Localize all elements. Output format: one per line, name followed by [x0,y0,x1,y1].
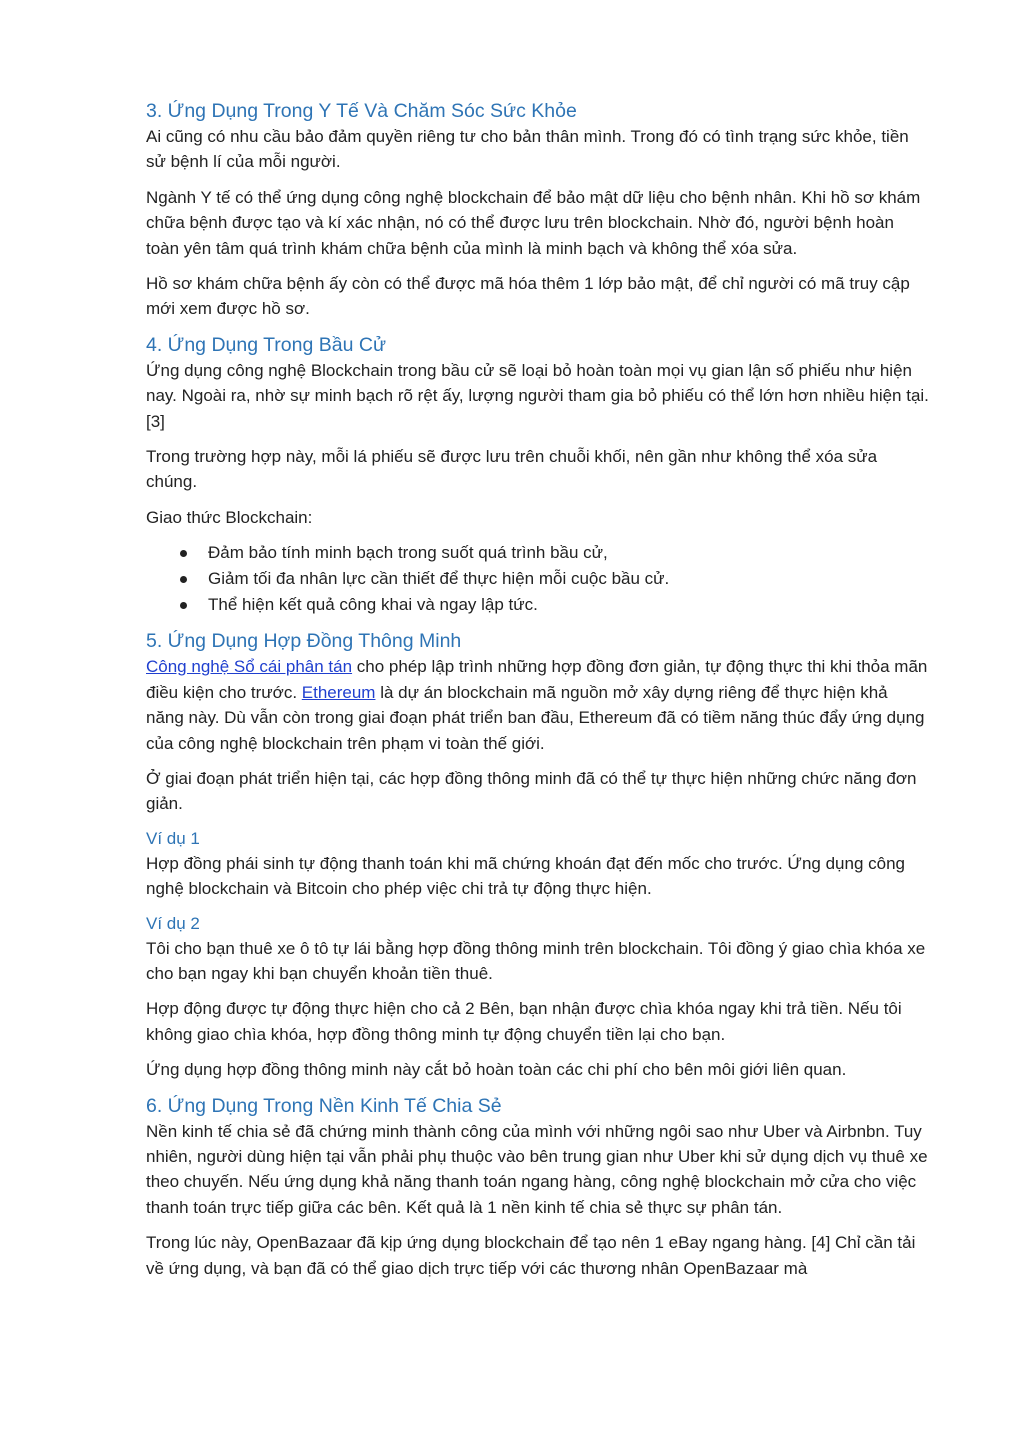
list-item [146,592,930,618]
section-3-heading: 3. Ứng Dụng Trong Y Tế Và Chăm Sóc Sức Khỏe [146,100,577,122]
example-2-paragraph-3: Ứng dụng hợp đồng thông minh này cắt bỏ hoàn toàn các chi phí cho bên môi giới liên quan. [146,1060,847,1080]
bullet-icon [180,576,187,583]
section-5-text-a: cho phép lập trình những hợp đồng đơn giản, tự động thực thi khi thỏa mãn điều kiện cho trước. [146,657,928,702]
section-5-paragraph-2: Ở giai đoạn phát triển hiện tại, các hợp đồng thông minh đã có thể tự thực hiện những chức năng đơn giản. [146,768,917,814]
list-item-text: Đảm bảo tính minh bạch trong suốt quá trình bầu cử, [208,543,608,563]
section-5-heading: 5. Ứng Dụng Hợp Đồng Thông Minh [146,630,462,653]
example-2-paragraph-2: Hợp động được tự động thực hiện cho cả 2 Bên, bạn nhận được chìa khóa ngay khi trả tiền. Nếu tôi không giao chìa khóa, hợp đồng thông minh tự động chuyển tiền lại cho bạn. [146,999,902,1044]
list-item-text: Thể hiện kết quả công khai và ngay lập tức. [208,595,538,615]
ethereum-link[interactable]: Ethereum [301,682,376,702]
section-3-paragraph-1: Ai cũng có nhu cầu bảo đảm quyền riêng tư cho bản thân mình. Trong đó có tình trạng sức khỏe, tiền sử bệnh lí của mỗi người. [146,127,909,172]
section-3-paragraph-2: Ngành Y tế có thể ứng dụng công nghệ blockchain để bảo mật dữ liệu cho bệnh nhân. Khi hồ sơ khám chữa bệnh được tạo và kí xác nhận, nó có thể được lưu trên blockchain. Nhờ đó, người bệnh hoàn toàn yên tâm quá trình khám chữa bệnh của mình là minh bạch và không thể xóa sửa. [146,187,921,258]
section-3-paragraph-3: Hồ sơ khám chữa bệnh ấy còn có thể được mã hóa thêm 1 lớp bảo mật, để chỉ người có mã truy cập mới xem được hồ sơ. [146,274,910,319]
voting-protocol-list [146,540,930,618]
section-4-paragraph-2: Trong trường hợp này, mỗi lá phiếu sẽ được lưu trên chuỗi khối, nên gần như không thể xóa sửa chúng. [146,447,878,492]
bullet-icon [180,550,187,557]
section-4-heading: 4. Ứng Dụng Trong Bầu Cử [146,333,387,356]
list-item [146,566,930,592]
example-2-heading: Ví dụ 2 [146,913,200,933]
example-1-heading: Ví dụ 1 [146,828,200,848]
list-item-text: Giảm tối đa nhân lực cần thiết để thực hiện mỗi cuộc bầu cử. [208,569,670,589]
document-page [146,98,930,1291]
section-6-paragraph-2: Trong lúc này, OpenBazaar đã kịp ứng dụng blockchain để tạo nên 1 eBay ngang hàng. [4] Chỉ cần tải về ứng dụng, và bạn đã có thể giao dịch trực tiếp với các thương nhân OpenBazaar mà [146,1233,916,1278]
distributed-ledger-link[interactable]: Công nghệ Sổ cái phân tán [146,657,353,677]
bullet-icon [180,602,187,609]
example-1-paragraph: Hợp đồng phái sinh tự động thanh toán khi mã chứng khoán đạt đến mốc cho trước. Ứng dụng công nghệ blockchain và Bitcoin cho phép việc chi trả tự động thực hiện. [146,853,905,899]
example-2-paragraph-1: Tôi cho bạn thuê xe ô tô tự lái bằng hợp đồng thông minh trên blockchain. Tôi đồng ý giao chìa khóa xe cho bạn ngay khi bạn chuyển khoản tiền thuê. [146,938,926,983]
section-6-heading: 6. Ứng Dụng Trong Nền Kinh Tế Chia Sẻ [146,1094,502,1117]
list-item [146,540,930,566]
section-4-paragraph-3: Giao thức Blockchain: [146,507,313,527]
section-6-paragraph-1: Nền kinh tế chia sẻ đã chứng minh thành công của mình với những ngôi sao như Uber và Airbnbn. Tuy nhiên, người dùng hiện tại vẫn phải phụ thuộc vào bên trung gian như Uber khi sử dụng dịch vụ thuê xe theo chuyến. Nếu ứng dụng khả năng thanh toán ngang hàng, công nghệ blockchain mở cửa cho việc thanh toán trực tiếp giữa các bên. Kết quả là 1 nền kinh tế chia sẻ thực sự phân tán. [146,1121,928,1217]
section-5-paragraph-1 [146,654,930,756]
section-4-paragraph-1: Ứng dụng công nghệ Blockchain trong bầu cử sẽ loại bỏ hoàn toàn mọi vụ gian lận số phiếu như hiện nay. Ngoài ra, nhờ sự minh bạch rõ rệt ấy, lượng người tham gia bỏ phiếu có thể lớn hơn nhiều hiện tại. [3] [146,360,929,431]
section-5-text-b: là dự án blockchain mã nguồn mở xây dựng riêng để thực hiện khả năng này. Dù vẫn còn trong giai đoạn phát triển ban đầu, Ethereum đã có tiềm năng thúc đẩy ứng dụng của công nghệ blockchain trên phạm vi toàn thế giới. [146,682,925,753]
